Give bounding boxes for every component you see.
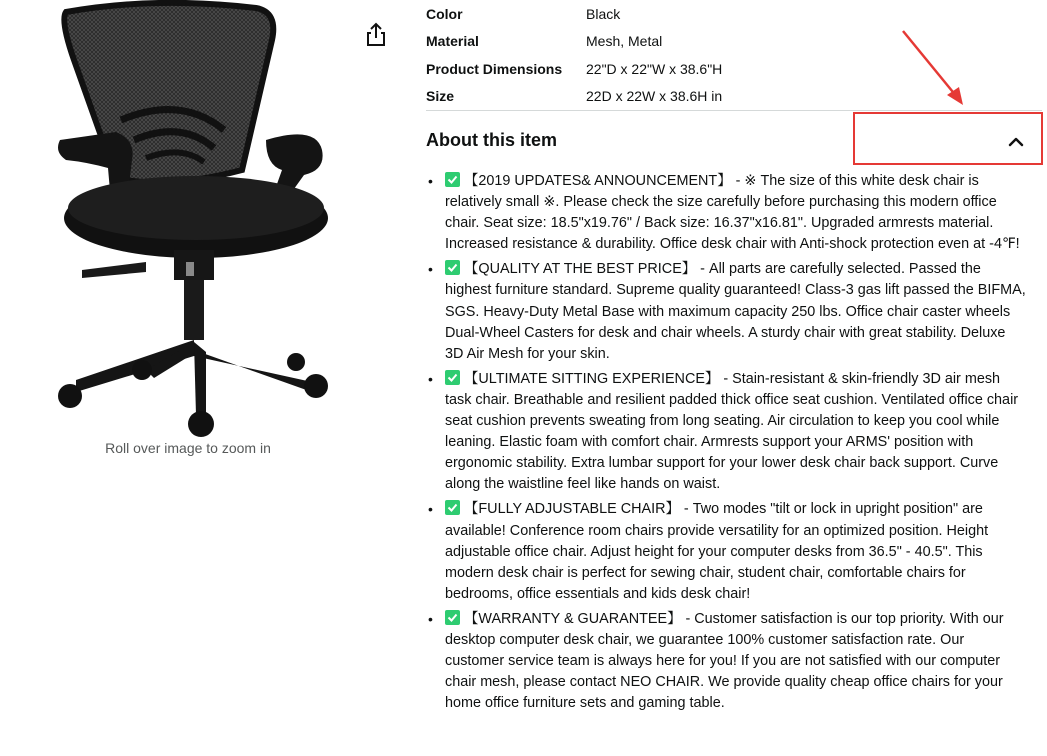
spec-value: 22"D x 22"W x 38.6"H [586, 60, 723, 77]
spec-value: Black [586, 5, 621, 22]
bullet-dot: • [428, 610, 433, 627]
bullet-text: - ※ The size of this white desk chair is relatively small ※. Please check the size carefully before purchasing this modern office chair. Seat size: 18.5"x19.76" / Back size: 16.37"x16.81". Upgraded armrests material. Increased resistance & durability. Office desk chair with Anti-shock protection even at -4℉! [445, 173, 1020, 253]
spec-key: Color [426, 5, 463, 22]
spec-value: Mesh, Metal [586, 33, 663, 50]
about-bullets-list [426, 171, 1026, 718]
bullet-dot: • [428, 370, 433, 387]
bullet-heading: 【ULTIMATE SITTING EXPERIENCE】 [464, 370, 720, 387]
spec-key: Material [426, 33, 479, 50]
list-item [426, 609, 1026, 714]
bullet-text: - All parts are carefully selected. Passed the highest furniture standard. Supreme quality guaranteed! Class-3 gas lift passed the BIFMA, SGS. Heavy-Duty Metal Base with maximum capacity 250 lbs. Office chair caster wheels Dual-Wheel Casters for desk and chair wheels. A sturdy chair with great stability. Deluxe 3D Air Mesh for your skin. [445, 261, 1026, 362]
spec-value: 22D x 22W x 38.6H in [586, 88, 723, 105]
checkmark-icon [445, 500, 460, 515]
bullet-heading: 【QUALITY AT THE BEST PRICE】 [464, 261, 697, 278]
checkmark-icon [445, 370, 460, 385]
office-chair-illustration [46, 0, 330, 440]
bullet-text: - Customer satisfaction is our top priority. With our desktop computer desk chair, we guarantee 100% customer satisfaction rate. Our customer service team is always here for you! If you are not satisfied with our computer chair mesh, please contact NEO CHAIR. We provide quality cheap office chairs for your home office furniture sets and gaming table. [445, 610, 1004, 712]
annotation-arrow-icon [895, 25, 975, 115]
product-image[interactable] [46, 0, 330, 440]
bullet-heading: 【2019 UPDATES& ANNOUNCEMENT】 [464, 173, 732, 189]
checkmark-icon [445, 260, 460, 275]
bullet-dot: • [428, 501, 433, 518]
list-item [426, 369, 1026, 496]
collapse-chevron-up-icon[interactable] [1004, 130, 1028, 154]
spec-key: Size [426, 88, 455, 105]
bullet-dot: • [428, 173, 433, 189]
bullet-heading: 【WARRANTY & GUARANTEE】 [464, 610, 682, 627]
list-item [426, 171, 1026, 255]
checkmark-icon [445, 610, 460, 625]
bullet-heading: 【FULLY ADJUSTABLE CHAIR】 [464, 501, 680, 518]
bullet-text: - Two modes "tilt or lock in upright position" are available! Conference room chairs provide versatility for an optimized position. Height adjustable office chair. Adjust height for your computer desks from 36.5" - 40.5". This modern desk chair is perfect for sewing chair, student chair, comfortable chairs for bedrooms, office essentials and kids desk chair! [445, 501, 989, 602]
bullet-text: - Stain-resistant & skin-friendly 3D air mesh task chair. Breathable and resilient padded thick office seat cushion. Ventilated office chair seat cushion prevents sweating from long seating. Air circulation to keep you cool while leaning. Elastic foam with comfort chair. Armrests support your ARMS' position with ergonomic stability. Extra lumbar support for your lower desk chair back support. Curve along the waistline feel like hands on waist. [445, 370, 1019, 493]
list-item [426, 259, 1026, 364]
about-section-title: About this item [426, 130, 557, 150]
share-icon[interactable] [364, 22, 388, 48]
checkmark-icon [445, 172, 460, 187]
zoom-hint: Roll over image to zoom in [105, 440, 271, 456]
spec-row-color [426, 0, 1046, 28]
list-item [426, 499, 1026, 604]
spec-key: Product Dimensions [426, 60, 563, 77]
bullet-dot: • [428, 261, 433, 278]
